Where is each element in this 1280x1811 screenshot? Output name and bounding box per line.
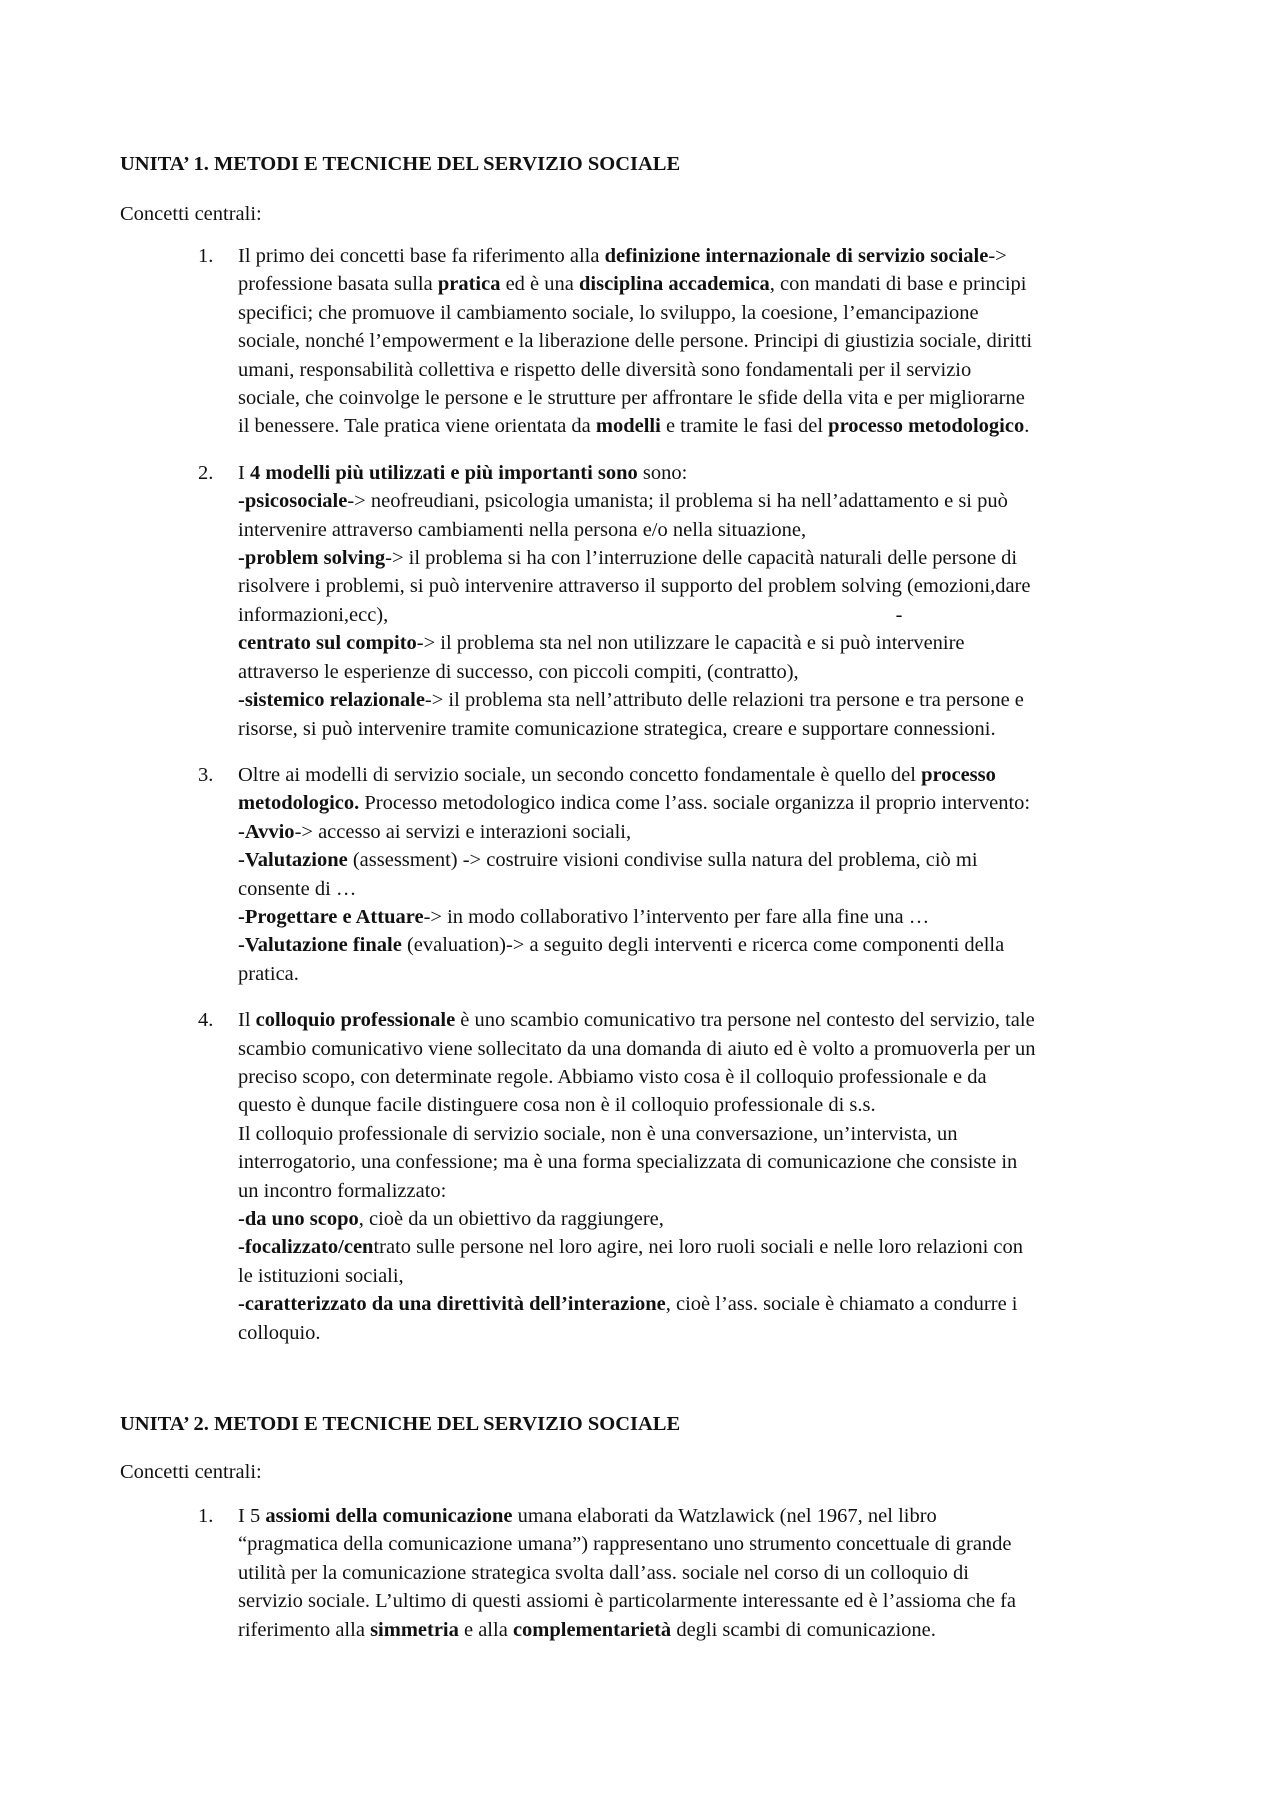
list-number: 4.: [198, 1009, 214, 1032]
text-line: [238, 1006, 1170, 1034]
unit-2-subtitle: Concetti centrali:: [120, 1461, 262, 1483]
text-line: [238, 1290, 1170, 1318]
text: , con mandati di base e principi: [769, 273, 1027, 296]
bold-text: -psicosociale: [238, 490, 348, 513]
text: un incontro formalizzato:: [238, 1179, 447, 1202]
text: sono:: [637, 461, 688, 484]
text-line: [238, 875, 1170, 903]
bold-text: -focalizzato/cen: [238, 1236, 374, 1259]
text: interrogatorio, una confessione; ma è una forma specializzata di comunicazione che consiste in: [238, 1151, 1018, 1174]
text: scambio comunicativo viene sollecitato da una domanda di aiuto ed è volto a promuoverla per un: [238, 1037, 1036, 1060]
text-line: [238, 1091, 1170, 1119]
bold-text: -Valutazione finale: [238, 934, 402, 957]
text-line: [238, 629, 1170, 657]
text: questo è dunque facile distinguere cosa non è il colloquio professionale di s.s.: [238, 1094, 876, 1117]
text: (evaluation)-> a seguito degli interventi e ricerca come componenti della: [401, 934, 1005, 957]
text: pratica.: [238, 962, 299, 985]
text: degli scambi di comunicazione.: [671, 1618, 936, 1641]
bold-text: metodologico.: [238, 792, 360, 815]
text: I: [238, 461, 250, 484]
text: , cioè da un obiettivo da raggiungere,: [358, 1208, 664, 1230]
text: sociale, che coinvolge le persone e le strutture per affrontare le sfide della vita e per migliorarne: [238, 387, 1025, 410]
text-line: [238, 903, 1170, 931]
text: umani, responsabilità collettiva e rispetto delle diversità sono fondamentali per il servizio: [238, 358, 972, 381]
text: e alla: [458, 1618, 513, 1641]
text: preciso scopo, con determinate regole. Abbiamo visto cosa è il colloquio professionale e da: [238, 1065, 987, 1088]
bold-text: colloquio professionale: [255, 1009, 456, 1032]
text-line: [238, 960, 1170, 988]
bold-text: complementarietà: [512, 1618, 672, 1641]
text-line: [238, 516, 1170, 544]
text-line: [238, 686, 1170, 714]
bold-text: -da uno scopo: [238, 1208, 359, 1230]
text-line: [238, 270, 1170, 298]
text-line: [238, 412, 1170, 440]
text: colloquio.: [238, 1321, 321, 1344]
text: specifici; che promuove il cambiamento sociale, lo sviluppo, la coesione, l’emancipazione: [238, 301, 979, 324]
concept-item: [120, 761, 1170, 988]
text: -> neofreudiani, psicologia umanista; il problema si ha nell’adattamento e si può: [347, 490, 1008, 513]
text-line: [238, 658, 1170, 686]
text: ->: [988, 245, 1007, 267]
concept-item: [120, 459, 1170, 743]
unit-2-title: UNITA’ 2. METODI E TECNICHE DEL SERVIZIO SOCIALE: [120, 1413, 681, 1435]
text-line: [238, 1559, 1170, 1587]
text-line: [238, 1063, 1170, 1091]
text: (assessment) -> costruire visioni condivise sulla natura del problema, ciò mi: [347, 849, 978, 872]
bold-text: processo: [921, 763, 996, 786]
bold-text: assiomi della comunicazione: [265, 1505, 513, 1527]
text: Il primo dei concetti base fa riferimento alla: [238, 245, 605, 267]
text-line: [238, 931, 1170, 959]
text-line: [238, 459, 1170, 487]
text-line: [238, 242, 1170, 270]
bold-text: -caratterizzato da una direttività dell’interazione: [238, 1293, 666, 1316]
bold-text: modelli: [595, 415, 661, 438]
bold-text: -Valutazione: [238, 849, 348, 872]
text-line: [238, 789, 1170, 817]
unit-2-concepts-list: [120, 1502, 1170, 1662]
text: -> il problema sta nel non utilizzare le capacità e si può intervenire: [416, 632, 965, 655]
text: è uno scambio comunicativo tra persone nel contesto del servizio, tale: [455, 1009, 1035, 1032]
list-number: 2.: [198, 461, 214, 484]
text: le istituzioni sociali,: [238, 1264, 404, 1287]
unit-1-title: UNITA’ 1. METODI E TECNICHE DEL SERVIZIO SOCIALE: [120, 153, 681, 175]
text-line: [238, 1587, 1170, 1615]
text: -> il problema si ha con l’interruzione delle capacità naturali delle persone di: [385, 547, 1018, 570]
list-number: 1.: [198, 1505, 214, 1527]
list-number: 3.: [198, 763, 214, 786]
text: -> il problema sta nell’attributo delle relazioni tra persone e tra persone e: [424, 689, 1024, 712]
text-line: [238, 1148, 1170, 1176]
text-line: [238, 818, 1170, 846]
text-line: [238, 356, 1170, 384]
text: Il colloquio professionale di servizio sociale, non è una conversazione, un’intervista, un: [238, 1122, 958, 1145]
concept-item: [120, 242, 1170, 441]
text: risolvere i problemi, si può intervenire attraverso il supporto del problem solving (emozioni,dare: [238, 575, 1031, 598]
text: -: [388, 603, 903, 626]
text-line: [238, 601, 1170, 629]
text: Oltre ai modelli di servizio sociale, un secondo concetto fondamentale è quello del: [238, 763, 922, 786]
text: -> in modo collaborativo l’intervento per fare alla fine una …: [423, 905, 930, 928]
text: .: [1024, 415, 1030, 438]
text-line: [238, 715, 1170, 743]
text-line: [238, 1262, 1170, 1290]
text-line: [238, 1233, 1170, 1261]
bold-text: processo metodologico: [828, 415, 1025, 438]
text-line: [238, 1319, 1170, 1347]
bold-text: -Avvio: [238, 820, 295, 843]
text: , cioè l’ass. sociale è chiamato a condurre i: [665, 1293, 1018, 1316]
text: utilità per la comunicazione strategica svolta dall’ass. sociale nel corso di un colloquio di: [238, 1561, 969, 1584]
text-line: [238, 1120, 1170, 1148]
text: Il: [238, 1009, 256, 1032]
bold-text: simmetria: [370, 1618, 459, 1641]
text: “pragmatica della comunicazione umana”) rappresentano uno strumento concettuale di grande: [238, 1533, 1012, 1556]
text: il benessere. Tale pratica viene orientata da: [238, 415, 596, 438]
text: I 5: [238, 1505, 266, 1527]
text-line: [238, 1035, 1170, 1063]
text: -> accesso ai servizi e interazioni sociali,: [294, 820, 632, 843]
unit-1-subtitle: Concetti centrali:: [120, 203, 262, 225]
concept-item: [120, 1006, 1170, 1347]
text-line: [238, 1616, 1170, 1644]
text: intervenire attraverso cambiamenti nella persona e/o nella situazione,: [238, 518, 807, 541]
bold-text: -problem solving: [238, 547, 386, 570]
text-line: [238, 1502, 1170, 1530]
concept-item: [120, 1502, 1170, 1644]
text: Processo metodologico indica come l’ass. sociale organizza il proprio intervento:: [359, 792, 1031, 815]
text-line: [238, 384, 1170, 412]
text-line: [238, 487, 1170, 515]
text-line: [238, 1530, 1170, 1558]
text-line: [238, 572, 1170, 600]
text: professione basata sulla: [238, 273, 438, 296]
text: e tramite le fasi del: [660, 415, 829, 438]
text-line: [238, 1205, 1170, 1233]
text: consente di …: [238, 877, 357, 900]
text: umana elaborati da Watzlawick (nel 1967, nel libro: [512, 1505, 937, 1527]
bold-text: 4 modelli più utilizzati e più importanti sono: [249, 461, 638, 484]
text-line: [238, 1177, 1170, 1205]
text: sociale, nonché l’empowerment e la liberazione delle persone. Principi di giustizia sociale, diritti: [238, 330, 1033, 353]
text: attraverso le esperienze di successo, con piccoli compiti, (contratto),: [238, 660, 799, 683]
text-line: [238, 761, 1170, 789]
text-line: [238, 299, 1170, 327]
text-line: [238, 327, 1170, 355]
bold-text: definizione internazionale di servizio sociale: [604, 245, 989, 267]
text: ed è una: [500, 273, 579, 296]
text: informazioni,ecc),: [238, 603, 389, 626]
bold-text: pratica: [437, 273, 501, 296]
text-line: [238, 846, 1170, 874]
bold-text: -Progettare e Attuare: [238, 905, 424, 928]
bold-text: -sistemico relazionale: [238, 689, 425, 712]
text: trato sulle persone nel loro agire, nei loro ruoli sociali e nelle loro relazioni con: [373, 1236, 1023, 1259]
unit-1-concepts-list: [120, 242, 1170, 1365]
bold-text: disciplina accademica: [579, 273, 770, 296]
text: servizio sociale. L’ultimo di questi assiomi è particolarmente interessante ed è l’assioma che fa: [238, 1590, 1016, 1613]
text: risorse, si può intervenire tramite comunicazione strategica, creare e supportare connessioni.: [238, 717, 996, 740]
text: riferimento alla: [238, 1618, 371, 1641]
bold-text: centrato sul compito: [238, 632, 417, 655]
list-number: 1.: [198, 245, 214, 267]
text-line: [238, 544, 1170, 572]
